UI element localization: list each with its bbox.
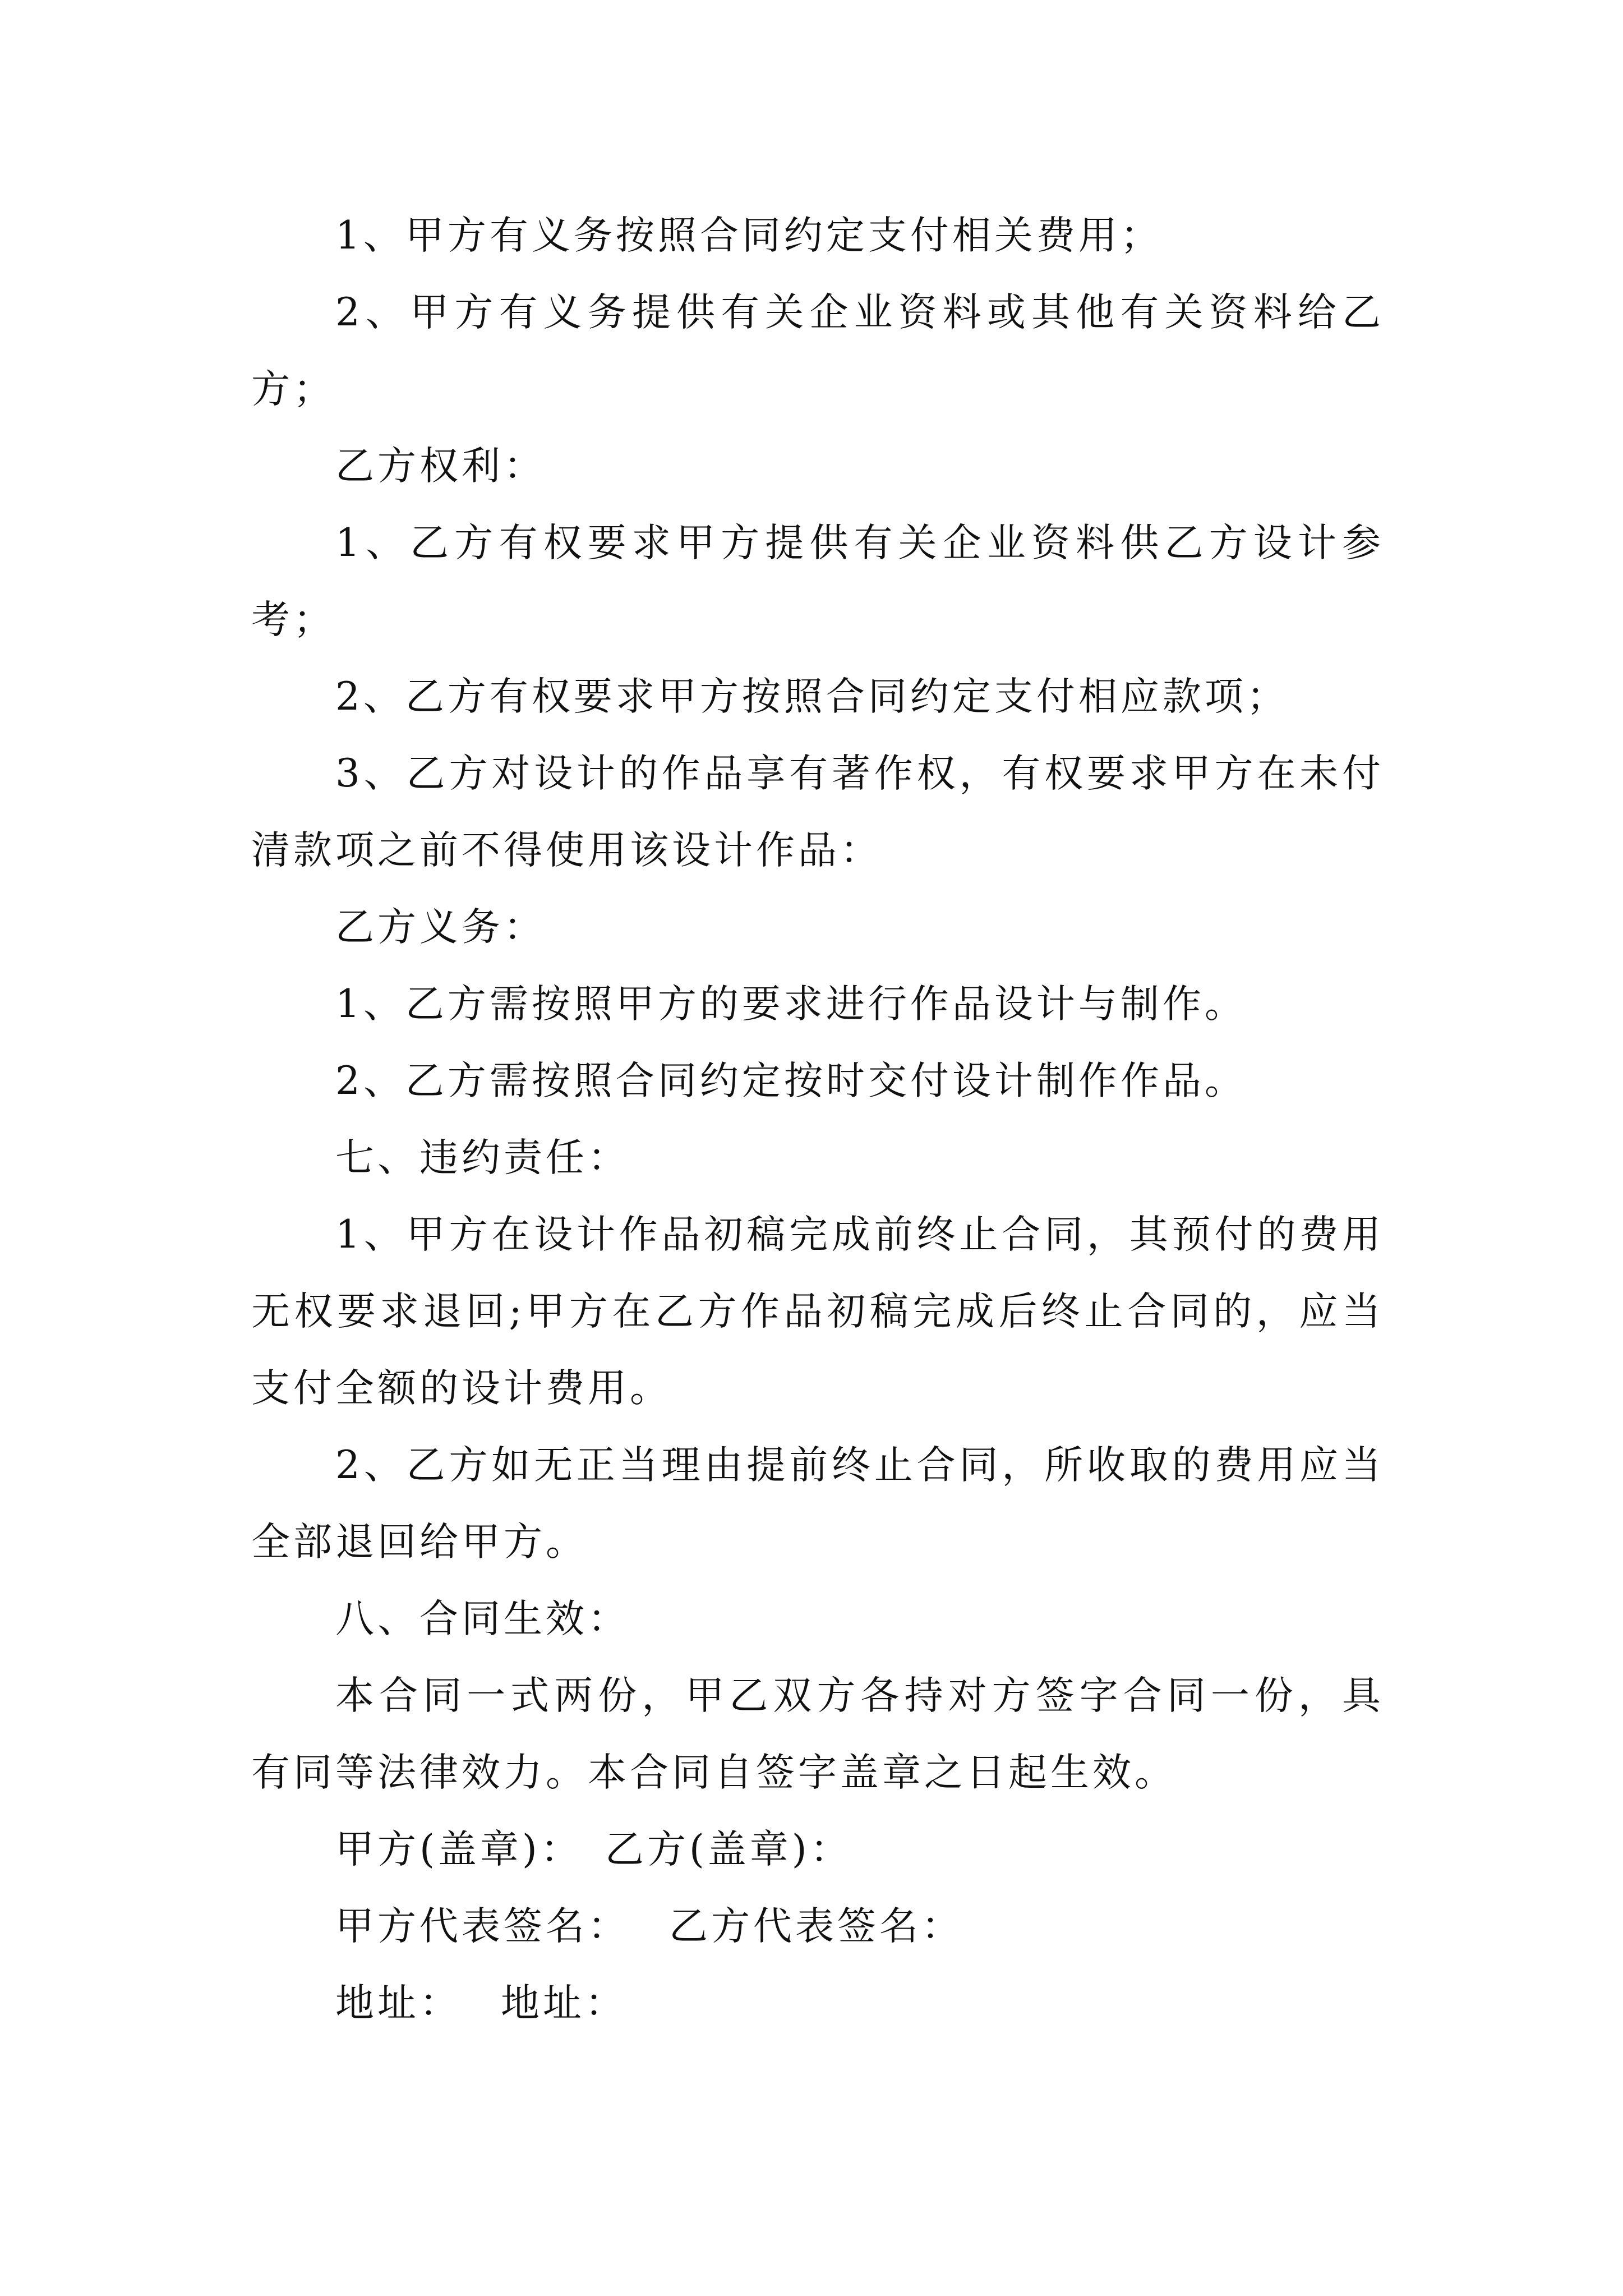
clause-party-b-duty-2: 2、乙方需按照合同约定按时交付设计制作作品。 — [335, 1059, 1247, 1103]
clause-contract-effect: 本合同一式两份，甲乙双方各持对方签字合同一份，具有同等法律效力。本合同自签字盖章之日起生效。 — [251, 1673, 1384, 1795]
clause-breach-2: 2、乙方如无正当理由提前终止合同，所收取的费用应当全部退回给甲方。 — [251, 1443, 1384, 1565]
contract-body — [251, 197, 1384, 2042]
clause-party-a-duty-1: 1、甲方有义务按照合同约定支付相关费用； — [335, 213, 1163, 258]
signature-row-seal — [251, 1811, 1384, 1888]
clause-breach-1: 1、甲方在设计作品初稿完成前终止合同，其预付的费用无权要求退回;甲方在乙方作品初稿完成后终止合同的，应当支付全额的设计费用。 — [251, 1212, 1384, 1411]
party-b-rep-label: 乙方代表签名： — [669, 1904, 963, 1949]
party-a-rep-label: 甲方代表签名： — [335, 1904, 630, 1949]
heading-contract-effect: 八、合同生效： — [335, 1596, 630, 1641]
party-b-seal-label: 乙方(盖章)： — [605, 1827, 852, 1872]
party-a-seal-label: 甲方(盖章)： — [335, 1827, 583, 1872]
party-a-address-label: 地址： — [335, 1981, 462, 2026]
clause-party-b-right-3: 3、乙方对设计的作品享有著作权，有权要求甲方在未付清款项之前不得使用该设计作品： — [251, 751, 1384, 873]
heading-party-b-duties: 乙方义务： — [335, 905, 546, 950]
party-b-address-label: 地址： — [501, 1981, 627, 2026]
heading-breach-liability: 七、违约责任： — [335, 1135, 630, 1180]
clause-party-a-duty-2: 2、甲方有义务提供有关企业资料或其他有关资料给乙方； — [251, 290, 1384, 412]
clause-party-b-duty-1: 1、乙方需按照甲方的要求进行作品设计与制作。 — [335, 982, 1247, 1027]
heading-party-b-rights: 乙方权利： — [335, 444, 546, 489]
clause-party-b-right-1: 1、乙方有权要求甲方提供有关企业资料供乙方设计参考； — [251, 521, 1384, 642]
signature-row-address — [251, 1965, 1384, 2042]
signature-row-representative — [251, 1888, 1384, 1965]
clause-party-b-right-2: 2、乙方有权要求甲方按照合同约定支付相应款项； — [335, 674, 1289, 719]
